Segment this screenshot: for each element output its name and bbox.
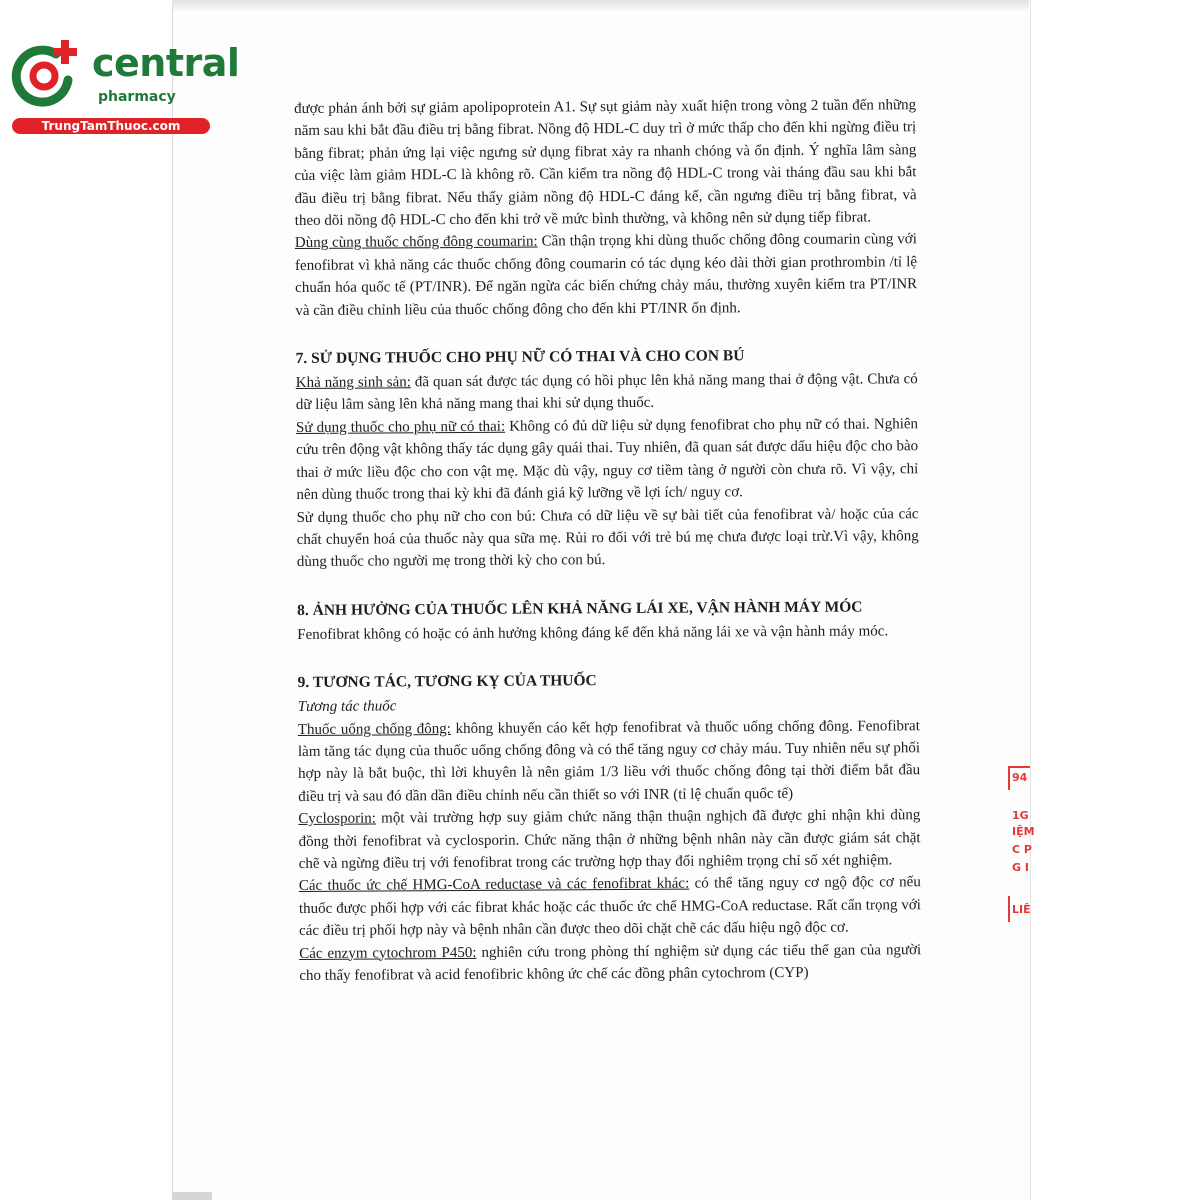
stamp-line: IỆM (1012, 825, 1035, 838)
fertility-text: đã quan sát được tác dụng có hồi phục lên khả năng mang thai ở động vật. Chưa có dữ liệu lâm sàng lên khả năng mang thai khi sử dụng thuốc. (295, 371, 918, 414)
pregnancy-text: Không có đủ dữ liệu sử dụng fenofibrat cho phụ nữ có thai. Nghiên cứu trên động vật không thấy tác dụng gây quái thai. Tuy nhiên, đã quan sát được dấu hiệu độc cho bào thai ở mức liều độc cho con vật mẹ. Mặc dù vậy, nguy cơ tiềm tàng ở người còn chưa rõ. Vì vậy, chỉ nên dùng thuốc trong thai kỳ khi đã đánh giá kỹ lưỡng về lợi ích/ nguy cơ. (296, 416, 919, 504)
stamp-line: LIÊ (1012, 903, 1031, 916)
cyclosporin-label: Cyclosporin: (298, 810, 376, 828)
section-8-heading: 8. ẢNH HƯỞNG CỦA THUỐC LÊN KHẢ NĂNG LÁI XE, VẬN HÀNH MÁY MÓC (297, 598, 863, 619)
hdl-paragraph: được phản ánh bởi sự giảm apolipoprotein A1. Sự sụt giảm này xuất hiện trong vòng 2 tuần đến những năm sau khi bắt đầu điều trị bằng fibrat. Nồng độ HDL-C duy trì ở mức thấp cho đến khi ngừng điều trị bằng fibrat; phản ứng lại việc ngưng sử dụng fibrat xảy ra nhanh chóng và ổn định. Ý nghĩa lâm sàng của việc làm giảm HDL-C là không rõ. Cần kiểm tra nồng độ HDL-C trong vài tháng đầu sau khi bắt đầu điều trị bằng fibrat. Nếu thấy giảm nồng độ HDL-C đáng kể, cần ngưng điều trị bằng fibrat, và theo dõi nồng độ HDL-C cho đến khi trở về mức bình thường, và không nên sử dụng tiếp fibrat. (294, 97, 917, 230)
interactions-subheading: Tương tác thuốc (297, 698, 397, 716)
scan-top-shadow (172, 0, 1029, 12)
hmg-coa-label: Các thuốc ức chế HMG-CoA reductase và các fenofibrat khác: (298, 875, 690, 895)
pregnancy-paragraph (296, 413, 919, 506)
red-stamp-fragment (1008, 766, 1035, 926)
hmg-coa-paragraph (299, 872, 921, 943)
coumarin-text: Cần thận trọng khi dùng thuốc chống đông coumarin cùng với fenofibrat vì khả năng các thuốc chống đông coumarin có tác dụng kéo dài thời gian prothrombin /tỉ lệ chuẩn hóa quốc tế (PT/INR). Để ngăn ngừa các biến chứng chảy máu, thường xuyên kiểm tra PT/INR và cần điều chỉnh liều của thuốc chống đông cho đến khi PT/INR ổn định. (294, 231, 918, 319)
cyclosporin-text: một vài trường hợp suy giảm chức năng thận thuận nghịch đã được ghi nhận khi dùng đồng thời fenofibrat và cyclosporin. Chức năng thận ở những bệnh nhân này cần được giám sát chặt chẽ và ngừng điều trị với fenofibrat trong các trường hợp thay đổi nghiêm trọng chỉ số xét nghiệm. (298, 807, 921, 872)
stamp-line: C P (1012, 843, 1032, 856)
oral-anticoagulant-text: không khuyến cáo kết hợp fenofibrat và thuốc uống chống đông. Fenofibrat làm tăng tác dụng của thuốc uống chống đông và có thể tăng nguy cơ chảy máu. Tuy nhiên nếu sự phối hợp này là bắt buộc, thì lời khuyên là nên giảm 1/3 liều với thuốc chống đông tại thời điểm bắt đầu điều trị và sau đó dần dần điều chỉnh nếu cần thiết so với INR (tỉ lệ chuẩn quốc tế) (297, 717, 921, 805)
coumarin-label: Dùng cùng thuốc chống đông coumarin: (294, 233, 538, 252)
section-9-heading: 9. TƯƠNG TÁC, TƯƠNG KỴ CỦA THUỐC (297, 672, 597, 692)
coumarin-paragraph (295, 229, 918, 322)
fertility-label: Khả năng sinh sản: (295, 374, 411, 392)
stamp-line: 94 (1012, 771, 1028, 784)
pregnancy-label: Sử dụng thuốc cho phụ nữ có thai: (295, 418, 506, 436)
driving-paragraph: Fenofibrat không có hoặc có ảnh hưởng không đáng kể đến khả năng lái xe và vận hành máy móc. (297, 623, 889, 643)
logo-name: central (92, 41, 240, 85)
hmg-coa-text: có thể tăng nguy cơ ngộ độc cơ nếu thuốc được phối hợp với các fibrat khác hoặc các thuốc ức chế HMG-CoA reductase. Rất cẩn trọng với các điều trị phối hợp này và bệnh nhân cần được theo dõi chặt chẽ các dấu hiệu ngộ độc cơ. (298, 874, 921, 940)
logo-subtitle: pharmacy (98, 89, 176, 105)
oral-anticoagulant-label: Thuốc uống chống đông: (297, 720, 451, 738)
logo-url-banner: TrungTamThuoc.com (12, 118, 210, 134)
scan-bottom-mark (172, 1192, 212, 1200)
stamp-line: 1G (1012, 809, 1029, 822)
oral-anticoagulant-paragraph (298, 715, 921, 808)
pharmacy-cross-icon (10, 38, 82, 110)
section-7-heading: 7. SỬ DỤNG THUỐC CHO PHỤ NỮ CÓ THAI VÀ CHO CON BÚ (295, 347, 745, 368)
stamp-line: G I (1012, 861, 1029, 874)
fertility-paragraph (296, 368, 918, 417)
cytochrome-paragraph (299, 939, 921, 988)
cytochrome-label: Các enzym cytochrom P450: (299, 944, 477, 962)
document-body (294, 94, 921, 987)
breastfeeding-paragraph: Sử dụng thuốc cho phụ nữ cho con bú: Chưa có dữ liệu về sự bài tiết của fenofibrat và/ hoặc của các chất chuyển hoá của thuốc này qua sữa mẹ. Rủi ro đối với trẻ bú mẹ chưa được loại trừ.Vì vậy, không dùng thuốc cho người mẹ trong thời kỳ cho con bú. (296, 505, 919, 571)
central-pharmacy-logo (10, 38, 240, 138)
cytochrome-text: nghiên cứu trong phòng thí nghiệm sử dụng các tiểu thể gan của người cho thấy fenofibrat và acid fenofibric không ức chế các đồng phân cytochrom (CYP) (299, 941, 922, 984)
cyclosporin-paragraph (298, 804, 920, 875)
